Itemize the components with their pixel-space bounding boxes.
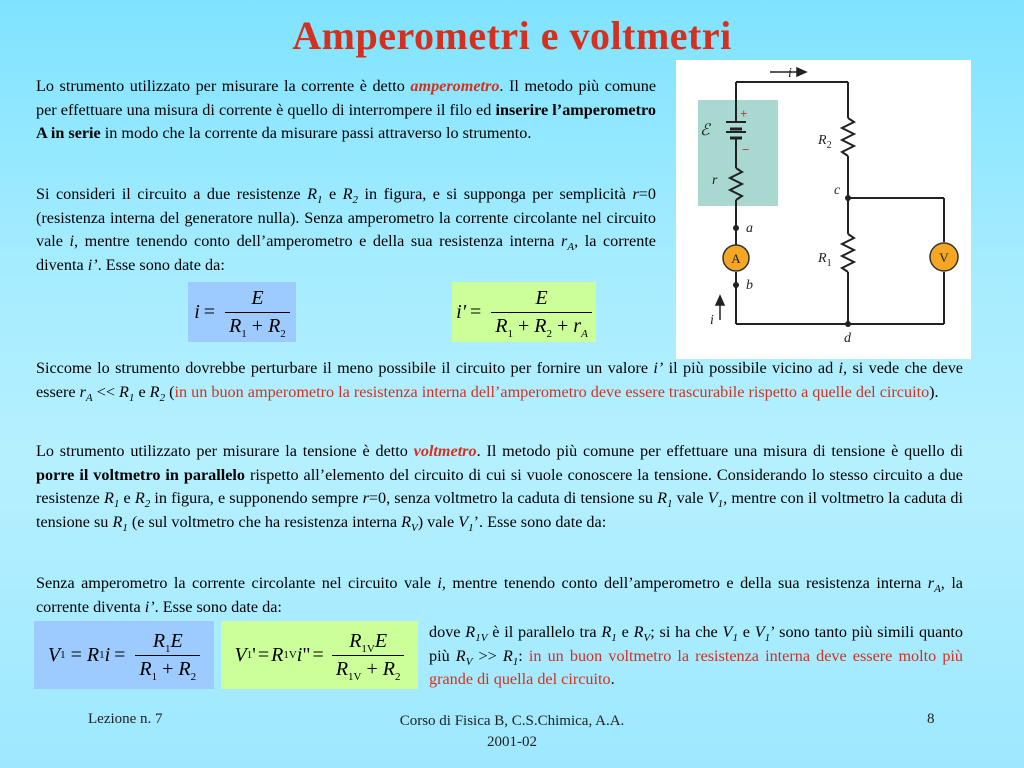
formula-i: i = $\frac{E}{R_1 + R_2}$ (188, 282, 296, 342)
formula-i-prime: i' = $\frac{E}{R_1 + R_2 + r_A}$ (452, 282, 596, 342)
footer-lesson: Lezione n. 7 (88, 711, 163, 727)
formula-v1-prime: V 1 ' = R 1V i " = $\frac{R_{1V}E}{R_{1V} + R_2}$ (221, 621, 418, 689)
label-r1: $R_1$ (818, 251, 832, 269)
current-arrow-top-icon (797, 68, 806, 76)
label-minus: − (742, 142, 750, 157)
label-r: r (712, 173, 718, 188)
label-i-bottom: i (710, 313, 714, 328)
label-c: c (834, 183, 841, 198)
footer-page-number: 8 (927, 711, 935, 727)
label-d: d (844, 331, 851, 346)
label-b: b (746, 278, 753, 293)
current-arrow-bottom-icon (716, 296, 724, 305)
amperometro-note: in un buon amperometro la resistenza interna dell’amperometro deve essere trascurabile rispetto a quelle del circuito (174, 382, 930, 401)
label-plus: + (740, 106, 748, 121)
generator-highlight (698, 100, 778, 206)
circuit-figure (676, 60, 971, 359)
term-voltmetro: voltmetro (413, 442, 477, 460)
paragraph-repeat: Senza amperometro la corrente circolante nel circuito vale i, mentre tenendo conto dell’amperometro e della sua resistenza interna $r_A$, la corrente diventa i’. Esse sono date da: (36, 574, 963, 616)
term-amperometro: amperometro (410, 77, 500, 95)
label-a: a (746, 221, 753, 236)
footer-course (340, 711, 684, 753)
footer-course-line1: Corso di Fisica B, C.S.Chimica, A.A. (399, 713, 625, 729)
paragraph-amperometro-intro: Lo strumento utilizzato per misurare la corrente è detto amperometro. Il metodo più comune per effettuare una misura di corrente è quello di interrompere il filo ed inserire l’amperometro A in serie in modo che la corrente da misurare passi attraverso lo strumento. (36, 77, 657, 142)
footer-course-line2: 2001-02 (487, 734, 537, 750)
formula-v1: V 1 = R 1 i = $\frac{R_1E}{R_1 + R_2}$ (34, 621, 214, 689)
paragraph-voltmetro-condition: dove $R_{1V}$ è il parallelo tra $R_1$ e $R_V$; si ha che $V_1$ e $V_1$’ sono tanto più simili quanto più $R_V >> R_1$: in un buon voltmetro la resistenza interna deve essere molto più grande di quella del circuito. (429, 623, 964, 688)
paragraph-amperometro-condition: Siccome lo strumento dovrebbe perturbare il meno possibile il circuito per fornire un valore i’ il più possibile vicino ad i, si vede che deve essere $r_A << R_1$ e $R_2$ (in un buon amperometro la resistenza interna dell’amperometro deve essere trascurabile rispetto a quelle del circuito). (36, 359, 963, 404)
bold-serie: inserire l’amperometro A in serie (36, 100, 656, 142)
resistor-r2-icon (842, 118, 854, 156)
page-title: Amperometri e voltmetri (292, 13, 732, 58)
voltmetro-note: in un buon voltmetro la resistenza interna deve essere molto più grande di quella del circuito (429, 646, 964, 688)
bold-parallelo: porre il voltmetro in parallelo (36, 465, 246, 484)
label-r2: $R_2$ (818, 133, 832, 151)
label-i-top: i (788, 66, 792, 81)
paragraph-circuit: Si consideri il circuito a due resistenze $R_1$ e $R_2$ in figura, e si supponga per semplicità r=0 (resistenza interna del generatore nulla). Senza amperometro la corrente circolante nel circuito vale i, mentre tenendo conto dell’amperometro e della sua resistenza interna $r_A$, la corrente diventa i’. Esse sono date da: (36, 185, 657, 274)
resistor-r1-icon (842, 234, 854, 272)
paragraph-voltmetro: Lo strumento utilizzato per misurare la tensione è detto voltmetro. Il metodo più comune per effettuare una misura di tensione è quello di porre il voltmetro in parallelo rispetto all’elemento del circuito di cui si vuole conoscere la tensione. Considerando lo stesso circuito a due resistenze $R_1$ e $R_2$ in figura, e supponendo sempre r=0, senza voltmetro la caduta di tensione su $R_1$ vale $V_1$, mentre con il voltmetro la caduta di tensione su $R_1$ (e sul voltmetro che ha resistenza interna $R_V$) vale $V_1$’. Esse sono date da: (36, 442, 963, 534)
voltmeter-label: V (939, 250, 949, 265)
label-emf: ℰ (700, 122, 710, 139)
circuit-diagram (676, 60, 971, 359)
ammeter-label: A (731, 251, 741, 266)
